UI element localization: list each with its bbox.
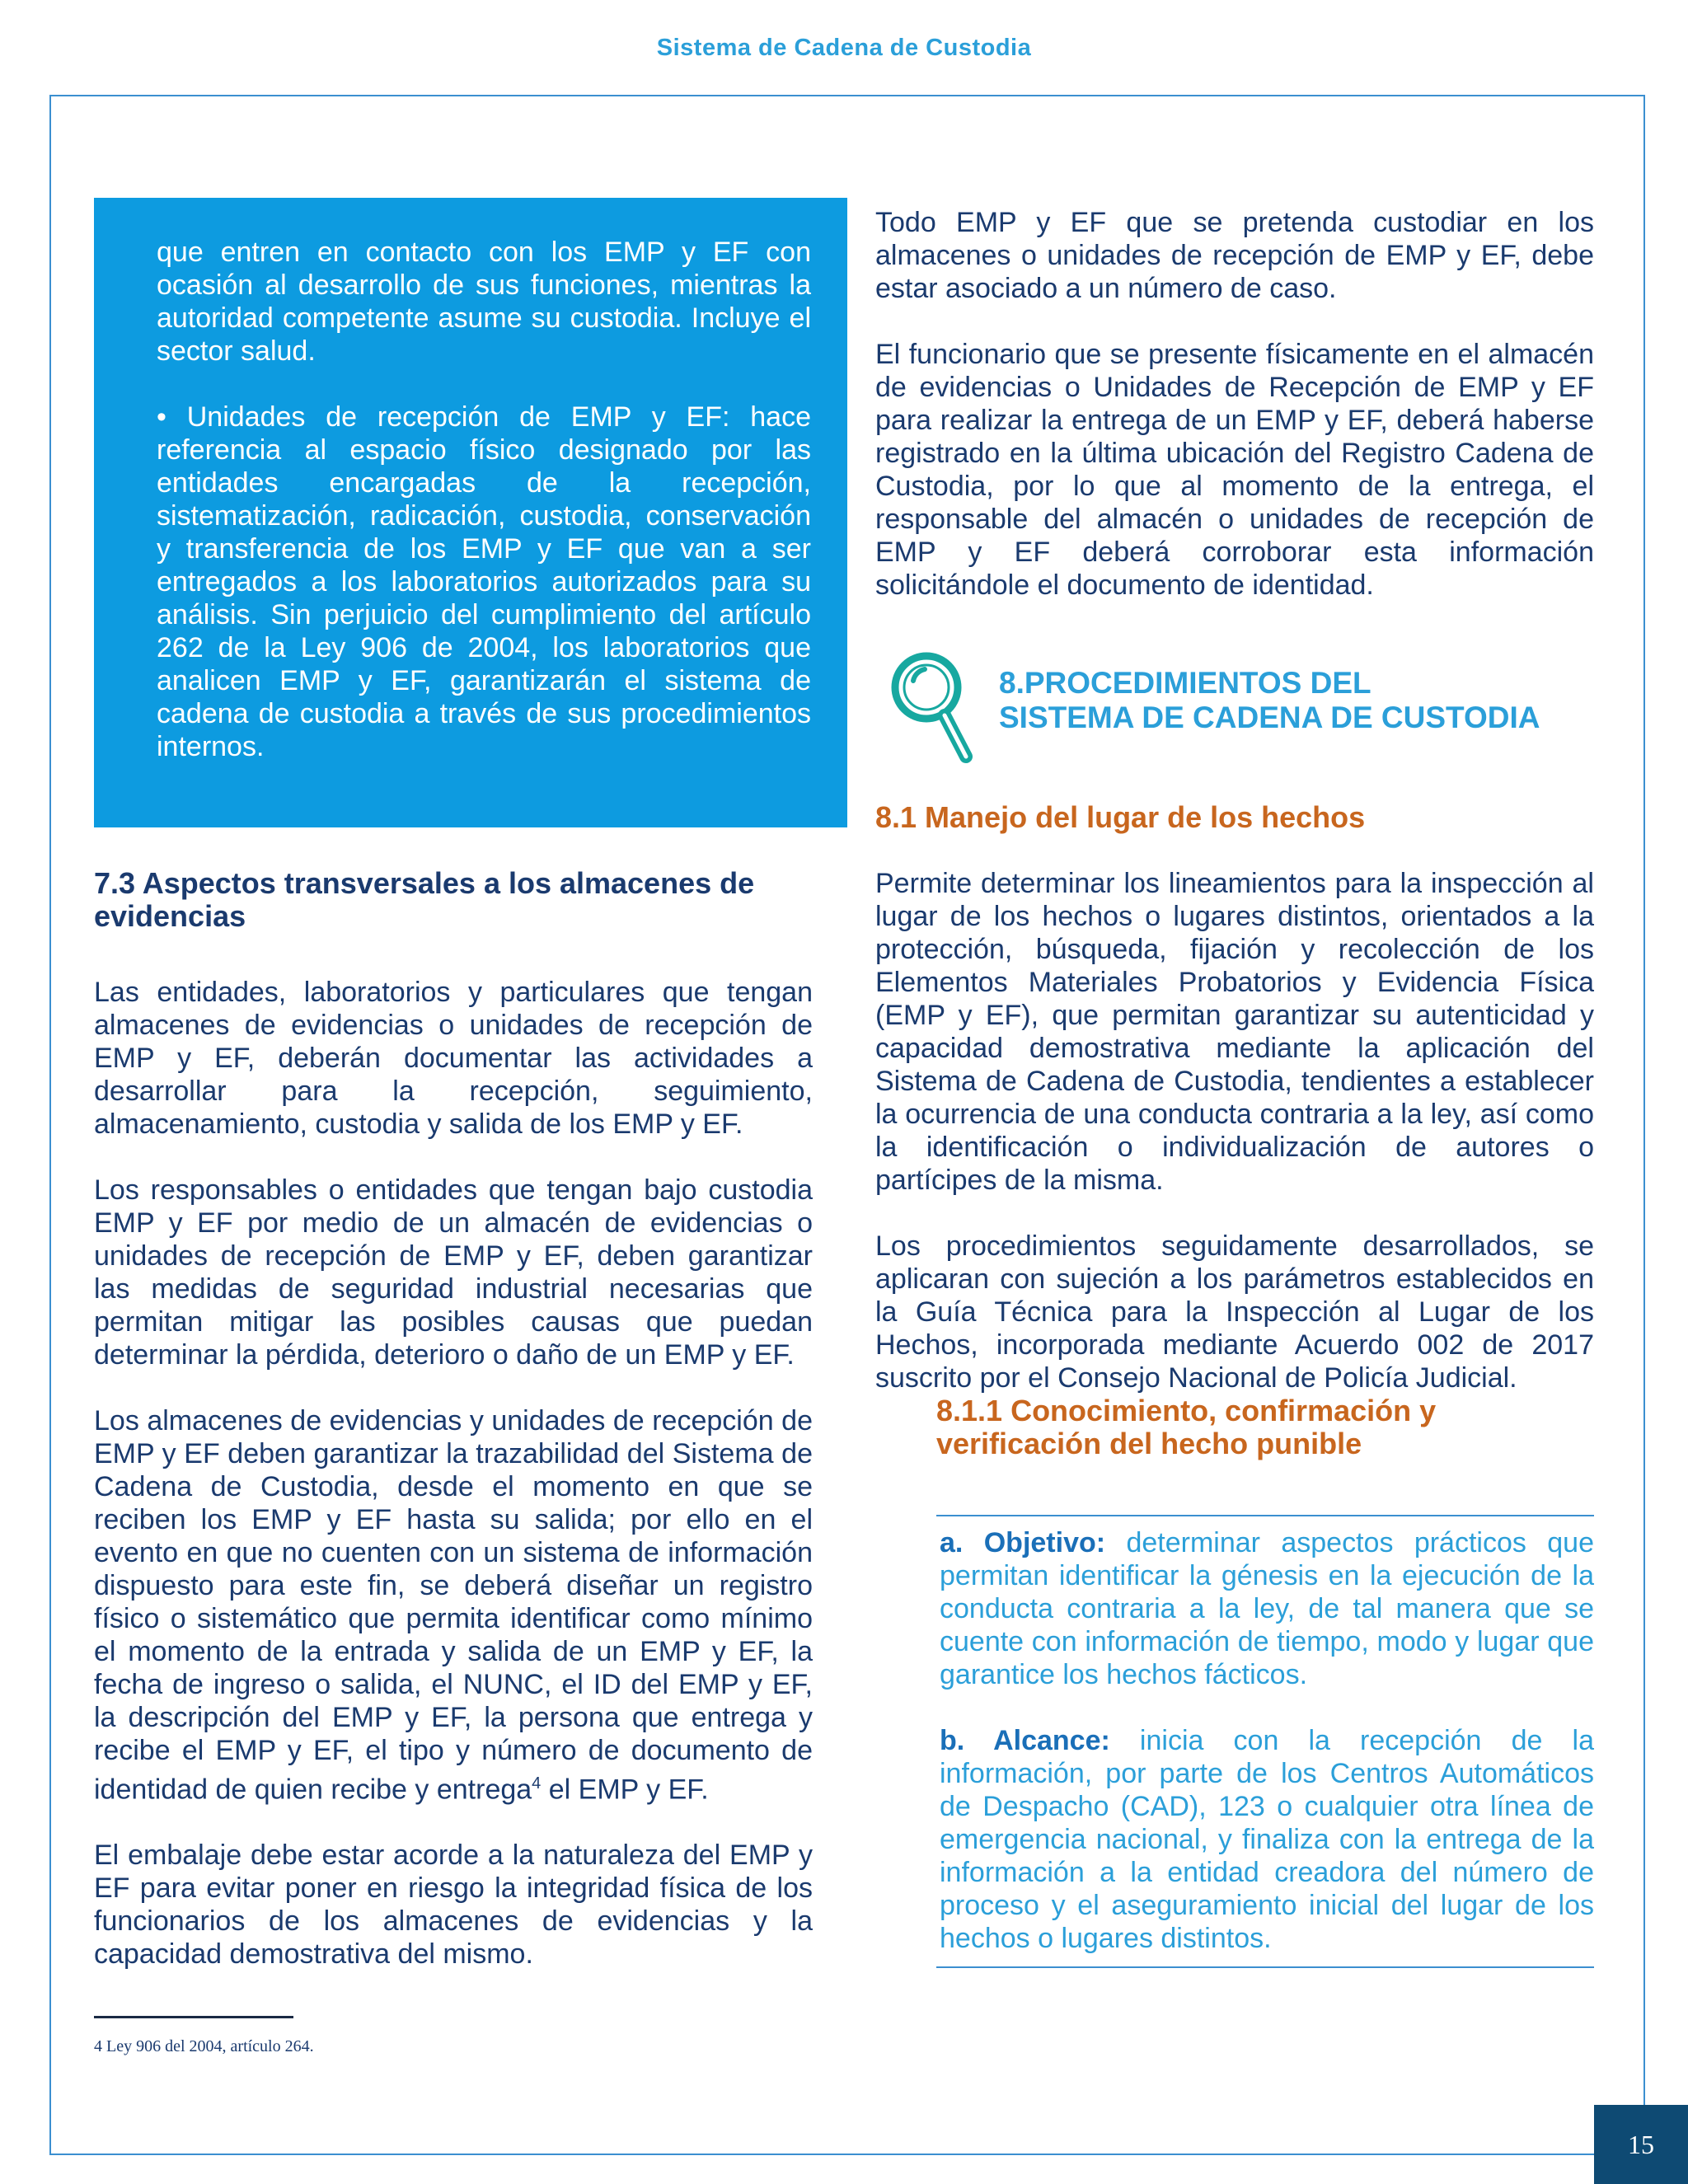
section-heading-8-1: 8.1 Manejo del lugar de los hechos: [875, 800, 1366, 834]
left-column: [94, 867, 813, 2004]
paragraph-text: Los almacenes de evidencias y unidades de recepción de EMP y EF deben garantizar la trazabilidad del Sistema de Cadena de Custodia, desde el momento en que se reciben los EMP y EF hasta su salida; por ello en el evento en que no cuenten con un sistema de información dispuesto para este fin, se deberá diseñar un registro físico o sistemático que permita identificar como mínimo el momento de la entrada y salida de un EMP y EF, la fecha de ingreso o salida, el NUNC, el ID del EMP y EF, la descripción del EMP y EF, la persona que entrega y recibe el EMP y EF, el tipo y número de documento de identidad de quien recibe y entrega: [94, 1405, 813, 1806]
body-paragraph: [94, 1404, 813, 1806]
footnote-rule: [94, 2016, 293, 2018]
objective-box: [940, 1526, 1594, 1988]
scope-label: b. Alcance:: [940, 1725, 1110, 1756]
chapter-heading-line: SISTEMA DE CADENA DE CUSTODIA: [999, 701, 1540, 734]
objective-label: a. Objetivo:: [940, 1527, 1106, 1558]
section-heading-8-1-1: 8.1.1 Conocimiento, confirmación y verificación del hecho punible: [936, 1394, 1437, 1460]
chapter-heading: [999, 666, 1540, 735]
body-paragraph: Los responsables o entidades que tengan bajo custodia EMP y EF por medio de un almacén de evidencias o unidades de recepción de EMP y EF, deben garantizar las medidas de seguridad industrial necesarias que permitan mitigar las posibles causas que puedan determinar la pérdida, deterioro o daño de un EMP y EF.: [94, 1174, 813, 1371]
body-paragraph: Permite determinar los lineamientos para la inspección al lugar de los hechos o lugares distintos, orientados a la protección, búsqueda, fijación y recolección de los Elementos Materiales Probatorios y Evidencia Física (EMP y EF), que permitan garantizar su autenticidad y capacidad demostrativa mediante la aplicación del Sistema de Cadena de Custodia, tendientes a establecer la ocurrencia de una conducta contraria a la ley, así como la identificación o individualización de autores o partícipes de la misma.: [875, 868, 1594, 1196]
body-paragraph: El embalaje debe estar acorde a la naturaleza del EMP y EF para evitar poner en riesgo la integridad física de los funcionarios de los almacenes de evidencias y la capacidad demostrativa del mismo.: [94, 1840, 813, 1971]
highlight-paragraph: • Unidades de recepción de EMP y EF: hace referencia al espacio físico designado por las entidades encargadas de la recepción, sistematización, radicación, custodia, conservación y transferencia de los EMP y EF que van a ser entregados a los laboratorios autorizados para su análisis. Sin perjuicio del cumplimiento del artículo 262 de la Ley 906 de 2004, los laboratorios que analicen EMP y EF, garantizarán el sistema de cadena de custodia a través de sus procedimientos internos.: [157, 401, 811, 762]
page-number: 15: [1594, 2105, 1688, 2184]
footnote: 4 Ley 906 del 2004, artículo 264.: [94, 2037, 314, 2055]
scope-paragraph: [940, 1724, 1594, 1955]
right-column-lower: [875, 867, 1594, 1427]
objective-paragraph: [940, 1526, 1594, 1691]
box-top-rule: [936, 1515, 1594, 1516]
magnifier-icon: [884, 644, 974, 768]
body-paragraph: El funcionario que se presente físicamente en el almacén de evidencias o Unidades de Recepción de EMP y EF para realizar la entrega de un EMP y EF, deberá haberse registrado en la última ubicación del Registro Cadena de Custodia, por lo que al momento de la entrega, el responsable del almacén o unidades de recepción de EMP y EF deberá corroborar esta información solicitándole el documento de identidad.: [875, 339, 1594, 601]
section-heading-7-3: 7.3 Aspectos transversales a los almacenes de evidencias: [94, 866, 755, 933]
highlight-box-text: [157, 236, 811, 796]
running-header: Sistema de Cadena de Custodia: [656, 35, 1032, 61]
box-bottom-rule: [936, 1966, 1594, 1968]
objective-text: determinar aspectos prácticos que permitan identificar la génesis en la ejecución de la conducta contraria a la ley, de tal manera que se cuente con información de tiempo, modo y lugar que garantice los hechos fácticos.: [940, 1527, 1594, 1690]
body-paragraph: Los procedimientos seguidamente desarrollados, se aplicaran con sujeción a los parámetros establecidos en la Guía Técnica para la Inspección al Lugar de los Hechos, incorporada mediante Acuerdo 002 de 2017 suscrito por el Consejo Nacional de Policía Judicial.: [875, 1230, 1594, 1394]
body-paragraph: Todo EMP y EF que se pretenda custodiar en los almacenes o unidades de recepción de EMP y EF, debe estar asociado a un número de caso.: [875, 207, 1594, 304]
highlight-paragraph: que entren en contacto con los EMP y EF con ocasión al desarrollo de sus funciones, mientras la autoridad competente asume su custodia. Incluye el sector salud.: [157, 237, 811, 367]
paragraph-text-end: el EMP y EF.: [541, 1774, 709, 1806]
chapter-heading-line: 8.PROCEDIMIENTOS DEL: [999, 666, 1372, 700]
right-column: [875, 206, 1594, 635]
footnote-ref[interactable]: 4: [532, 1774, 542, 1793]
scope-text: inicia con la recepción de la información, por parte de los Centros Automáticos de Despacho (CAD), 123 o cualquier otra línea de emergencia nacional, y finaliza con la entrega de la información a la entidad creadora del número de proceso y el aseguramiento inicial del lugar de los hechos o lugares distintos.: [940, 1725, 1594, 1954]
body-paragraph: Las entidades, laboratorios y particulares que tengan almacenes de evidencias o unidades de recepción de EMP y EF, deberán documentar las actividades a desarrollar para la recepción, seguimiento, almacenamiento, custodia y salida de los EMP y EF.: [94, 977, 813, 1140]
